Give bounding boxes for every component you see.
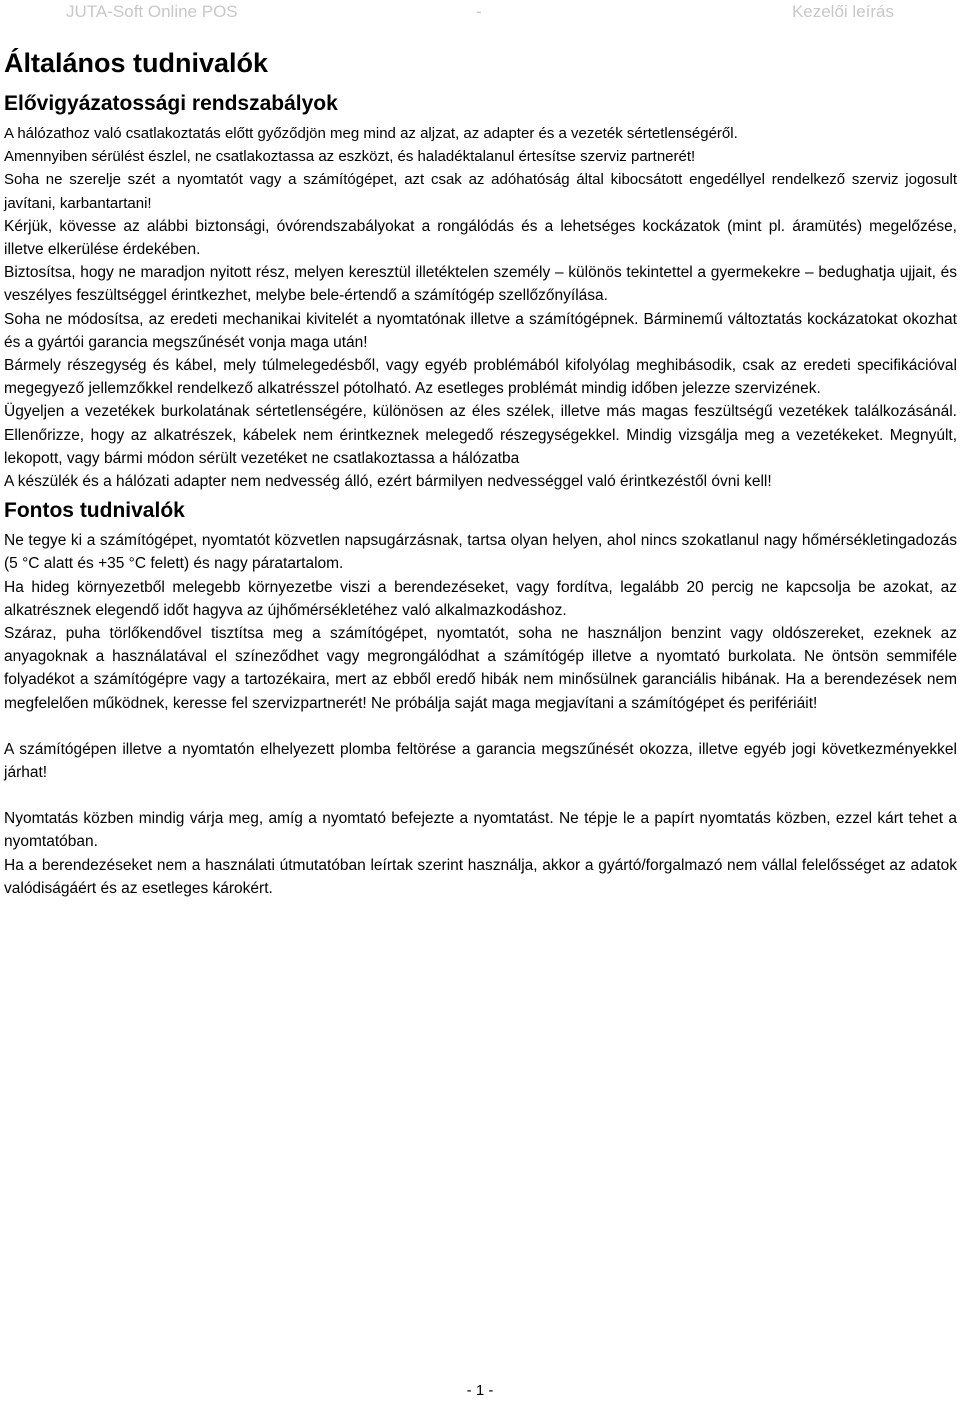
- page-number: - 1 -: [466, 1382, 494, 1399]
- paragraph-gap: [4, 784, 957, 807]
- paragraph: Bármely részegység és kábel, mely túlmelegedésből, vagy egyéb problémából kifolyólag meghibásodik, csak az eredeti specifikációval megegyező jellemzőkkel rendelkező alkatrésszel pótolható. Az esetleges problémát mindig időben jelezze szervizének.: [4, 357, 957, 398]
- page-title: Általános tudnivalók: [4, 48, 269, 78]
- section-heading-precautions: Elővigyázatossági rendszabályok: [4, 92, 338, 115]
- paragraph: A hálózathoz való csatlakoztatás előtt győződjön meg mind az aljzat, az adapter és a vezeték sértetlenségéről.: [4, 125, 738, 142]
- paragraph: A számítógépen illetve a nyomtatón elhelyezett plomba feltörése a garancia megszűnését okozza, illetve egyéb jogi következményekkel járhat!: [4, 740, 957, 782]
- paragraph: A készülék és a hálózati adapter nem nedvesség álló, ezért bármilyen nedvességgel való érintkezéstől óvni kell!: [4, 473, 772, 491]
- document-body: [4, 40, 957, 900]
- paragraph: Soha ne szerelje szét a nyomtatót vagy a számítógépet, azt csak az adóhatóság által kibocsátott engedéllyel rendelkező szerviz jogosult javítani, karbantartani!: [4, 171, 957, 212]
- paragraph: Soha ne módosítsa, az eredeti mechanikai kivitelét a nyomtatónak illetve a számítógépnek. Bárminemű változtatás kockázatokat okozhat és a gyártói garancia megszűnését vonja maga után!: [4, 310, 957, 351]
- paragraph: Nyomtatás közben mindig várja meg, amíg a nyomtató befejezte a nyomtatást. Ne tépje le a papírt nyomtatás közben, ezzel kárt tehet a nyomtatóban.: [4, 810, 957, 851]
- paragraph: Amennyiben sérülést észlel, ne csatlakoztassa az eszközt, és haladéktalanul értesítse szerviz partnerét!: [4, 148, 696, 166]
- paragraph-gap: [4, 715, 957, 738]
- paragraph: Biztosítsa, hogy ne maradjon nyitott rész, melyen keresztül illetéktelen személy – különös tekintettel a gyermekekre – bedughatja ujjait, és veszélyes feszültséggel érintkezhet, melybe bele-értendő a számítógép szellőzőnyílása.: [4, 264, 957, 305]
- header-app-name: JUTA-Soft Online POS: [66, 2, 238, 21]
- paragraph: Ügyeljen a vezetékek burkolatának sértetlenségére, különösen az éles szélek, illetve más magas feszültségű vezetékek találkozásánál. Ellenőrizze, hogy az alkatrészek, kábelek nem érintkeznek melegedő részegységekkel. Mindig vizsgálja meg a vezetékeket. Megnyúlt, lekopott, vagy bármi módon sérült vezetéket ne csatlakoztassa a hálózatba: [4, 403, 957, 467]
- page-footer: [0, 1381, 960, 1401]
- paragraph: Ha a berendezéseket nem a használati útmutatóban leírtak szerint használja, akkor a gyártó/forgalmazó nem vállal felelősséget az adatok valódiságáért és az esetleges károkért.: [4, 856, 957, 897]
- page-header: [0, 0, 960, 24]
- paragraph: Száraz, puha törlőkendővel tisztítsa meg a számítógépet, nyomtatót, soha ne használjon benzint vagy oldószereket, ezeknek az anyagoknak a használatával el színeződhet vagy megrongálódhat a számítógép illetve a nyomtató burkolata. Ne öntsön semmiféle folyadékot a számítógépre vagy a tartozékaira, mert az ebből eredő hibák nem minősülnek garanciális hibának. Ha a berendezések nem megfelelően működnek, keresse fel szervizpartnerét! Ne próbálja saját maga megjavítani a számítógépet és perifériáit!: [4, 625, 957, 712]
- header-doc-type: Kezelői leírás: [791, 2, 894, 21]
- section-heading-important-info: Fontos tudnivalók: [4, 499, 185, 523]
- paragraph: Ha hideg környezetből melegebb környezetbe viszi a berendezéseket, vagy fordítva, legalább 20 percig ne kapcsolja be azokat, az alkatrésznek elegendő időt hagyva az újhőmérsékletéhez való alkalmazkodáshoz.: [4, 578, 957, 619]
- header-separator: -: [476, 2, 482, 21]
- paragraph: Ne tegye ki a számítógépet, nyomtatót közvetlen napsugárzásnak, tartsa olyan helyen, ahol nincs szokatlanul nagy hőmérsékletingadozás (5 °C alatt és +35 °C felett) és nagy páratartalom.: [4, 532, 957, 573]
- paragraph: Kérjük, kövesse az alábbi biztonsági, óvórendszabályokat a rongálódás és a lehetséges kockázatok (mint pl. áramütés) megelőzése, illetve elkerülése érdekében.: [4, 217, 957, 259]
